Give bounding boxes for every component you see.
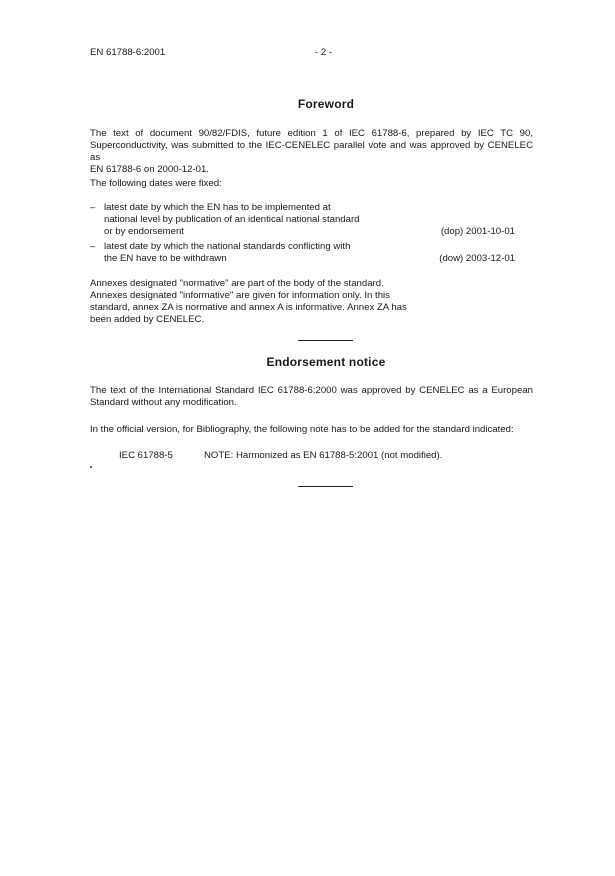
date-dow-value: (dow) 2003-12-01	[439, 253, 515, 264]
list-dash: –	[90, 202, 96, 213]
endorsement-heading: Endorsement notice	[266, 355, 386, 369]
list-dash: –	[90, 241, 96, 252]
annex-line-4: Annex ZA has been added by CENELEC.	[90, 302, 407, 325]
foreword-line-3: EN 61788-6 on 2000-12-01.	[90, 164, 209, 175]
section-divider	[298, 340, 353, 341]
note-standard-reference: IEC 61788-5	[119, 450, 173, 461]
foreword-heading: Foreword	[297, 97, 355, 111]
end-divider	[298, 486, 353, 487]
date-item-description	[104, 202, 364, 238]
speck-mark	[90, 466, 92, 468]
foreword-paragraph	[90, 128, 533, 176]
date-item-line: national standard or by endorsement	[104, 214, 360, 237]
annex-line-1: Annexes designated "normative" are part of the body of the standard.	[90, 278, 384, 289]
foreword-line-2: Superconductivity, was submitted to the IEC-CENELEC parallel vote and was approved by CENELEC as	[90, 140, 533, 163]
endorsement-paragraph	[90, 385, 533, 409]
date-item-line: with the EN have to be withdrawn	[104, 241, 351, 264]
annex-line-3: In this standard, annex ZA is normative and annex A is informative.	[90, 290, 390, 313]
document-id: EN 61788-6:2001	[90, 47, 166, 58]
dates-intro: The following dates were fixed:	[90, 178, 222, 189]
note-text: NOTE: Harmonized as EN 61788-5:2001 (not modified).	[204, 450, 443, 461]
endorsement-line-1: The text of the International Standard IEC 61788-6:2000 was approved by CENELEC as a European	[90, 385, 533, 396]
date-item-line: latest date by which the EN has to be implemented	[104, 202, 320, 213]
date-item-description	[104, 241, 364, 265]
annex-notes	[90, 278, 420, 326]
endorsement-line-2: Standard without any modification.	[90, 397, 237, 408]
date-item-line: at national level by publication of an identical	[104, 202, 331, 225]
page-number: - 2 -	[315, 47, 333, 58]
date-dop-value: (dop) 2001-10-01	[440, 226, 515, 237]
date-item-line: latest date by which the national standards conflicting	[104, 241, 331, 252]
foreword-line-1: The text of document 90/82/FDIS, future edition 1 of IEC 61788-6, prepared by IEC TC 90,	[90, 128, 533, 139]
annex-line-2: Annexes designated "informative" are given for information only.	[90, 290, 362, 301]
official-version-text: In the official version, for Bibliography, the following note has to be added for the standard indicated:	[90, 424, 514, 435]
